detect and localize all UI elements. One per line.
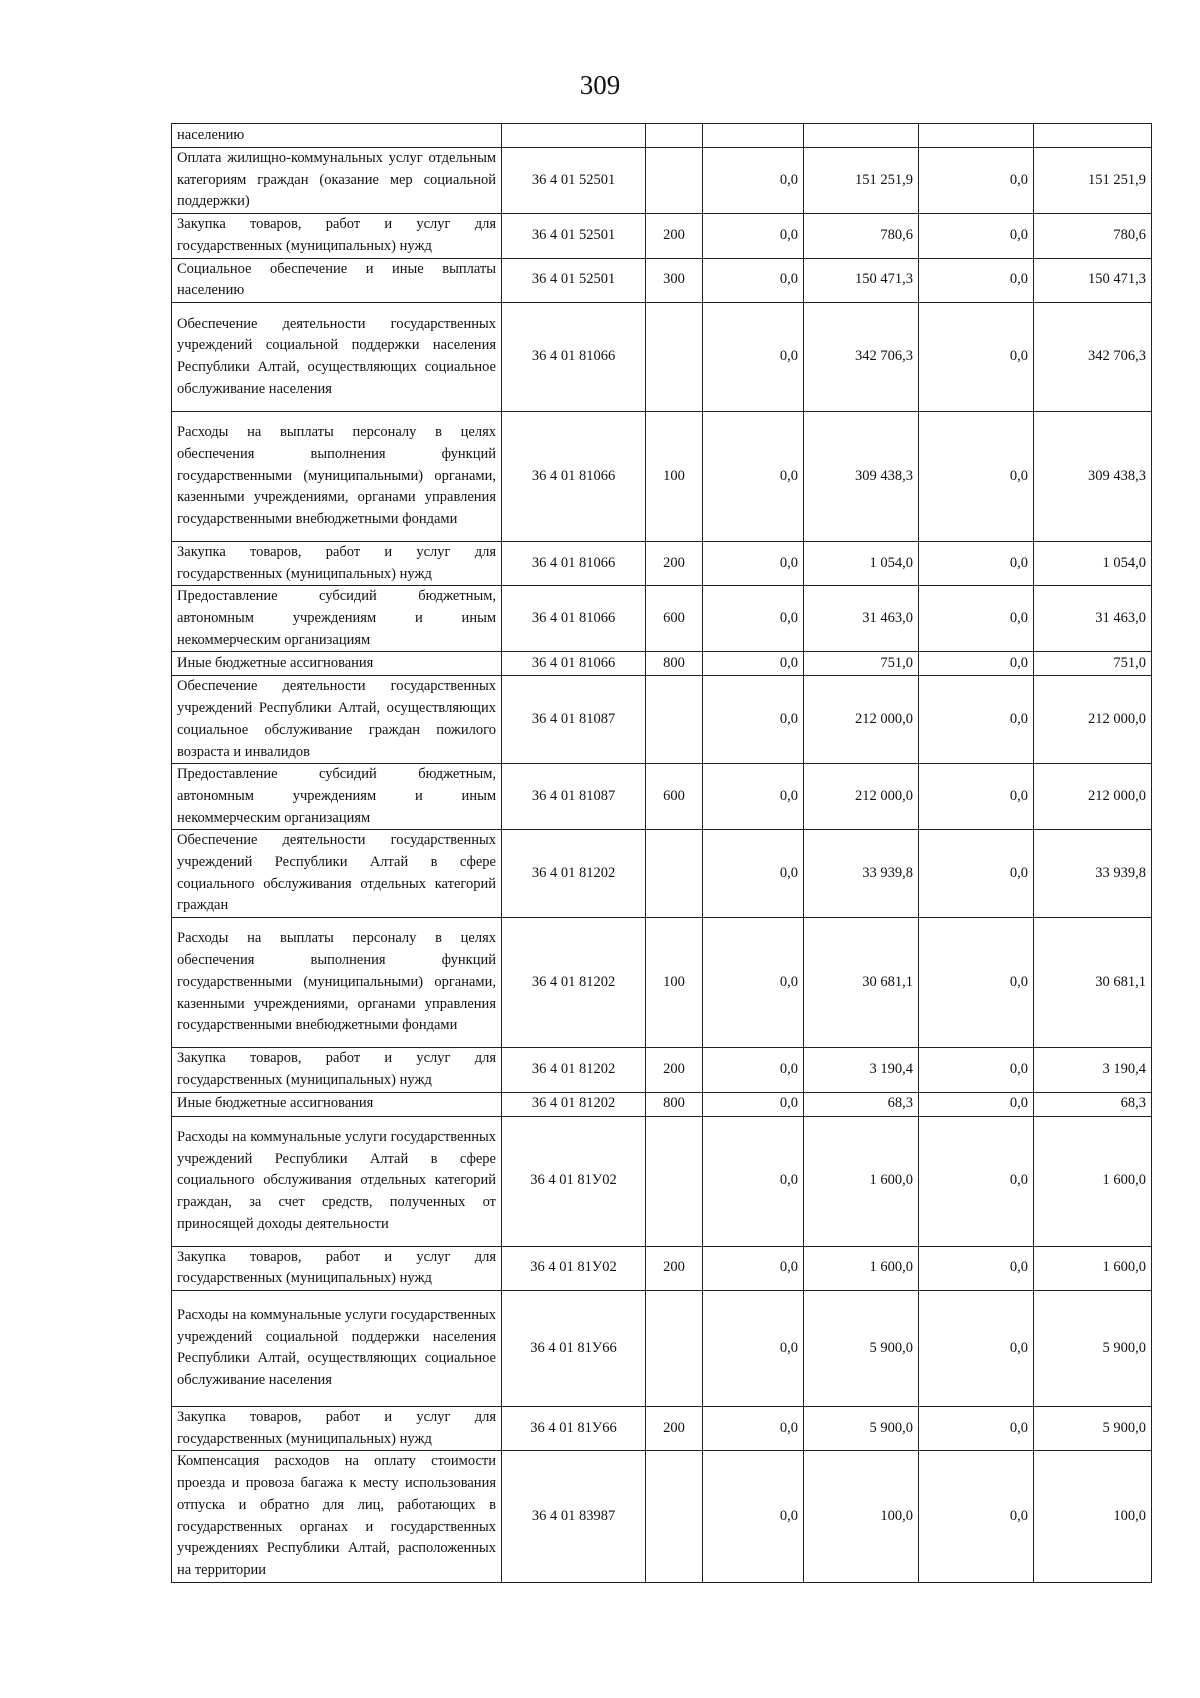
row-amount-3: 0,0 [919,214,1034,258]
row-amount-4: 309 438,3 [1034,411,1152,541]
row-description: Закупка товаров, работ и услуг для государственных (муниципальных) нужд [172,1246,502,1290]
table-row [172,1246,1152,1290]
row-description: Предоставление субсидий бюджетным, автономным учреждениям и иным некоммерческим организациям [172,764,502,830]
row-amount-3: 0,0 [919,1451,1034,1582]
row-amount-3: 0,0 [919,830,1034,918]
row-description: Расходы на коммунальные услуги государственных учреждений социальной поддержки населения Республики Алтай, осуществляющих социальное обслуживание населения [172,1290,502,1406]
row-description: Обеспечение деятельности государственных учреждений социальной поддержки населения Республики Алтай, осуществляющих социальное обслуживание населения [172,302,502,411]
row-amount-1: 0,0 [703,302,804,411]
row-amount-1: 0,0 [703,258,804,302]
table-row [172,148,1152,214]
row-description: Иные бюджетные ассигнования [172,652,502,676]
row-target-code: 36 4 01 81066 [502,302,646,411]
row-amount-1: 0,0 [703,1048,804,1092]
row-amount-2: 309 438,3 [804,411,919,541]
row-description: Иные бюджетные ассигнования [172,1092,502,1116]
row-target-code: 36 4 01 81У02 [502,1246,646,1290]
table-row [172,586,1152,652]
row-expense-type [646,1451,703,1582]
row-description: Закупка товаров, работ и услуг для государственных (муниципальных) нужд [172,1406,502,1450]
row-amount-2: 1 600,0 [804,1246,919,1290]
row-target-code: 36 4 01 52501 [502,214,646,258]
row-amount-2: 3 190,4 [804,1048,919,1092]
row-expense-type: 200 [646,1048,703,1092]
table-row [172,764,1152,830]
row-amount-1: 0,0 [703,676,804,764]
row-expense-type: 600 [646,586,703,652]
table-row [172,411,1152,541]
row-expense-type: 800 [646,1092,703,1116]
row-amount-4: 5 900,0 [1034,1290,1152,1406]
row-amount-2: 751,0 [804,652,919,676]
table-row [172,918,1152,1048]
row-description: Расходы на коммунальные услуги государственных учреждений Республики Алтай в сфере социального обслуживания отдельных категорий граждан, за счет средств, полученных от приносящей доходы деятельности [172,1116,502,1246]
row-amount-3: 0,0 [919,1048,1034,1092]
row-amount-3: 0,0 [919,1092,1034,1116]
row-expense-type [646,1116,703,1246]
row-amount-2: 33 939,8 [804,830,919,918]
row-amount-3: 0,0 [919,1406,1034,1450]
row-expense-type [646,302,703,411]
row-amount-4: 68,3 [1034,1092,1152,1116]
row-amount-4: 780,6 [1034,214,1152,258]
row-target-code: 36 4 01 81087 [502,676,646,764]
row-amount-1: 0,0 [703,918,804,1048]
table-row [172,1116,1152,1246]
row-amount-1: 0,0 [703,1246,804,1290]
row-expense-type: 200 [646,1246,703,1290]
table-row [172,1048,1152,1092]
row-target-code: 36 4 01 81У66 [502,1406,646,1450]
row-amount-2: 5 900,0 [804,1290,919,1406]
row-description: Социальное обеспечение и иные выплаты населению [172,258,502,302]
row-amount-4: 5 900,0 [1034,1406,1152,1450]
row-description: Оплата жилищно-коммунальных услуг отдельным категориям граждан (оказание мер социальной поддержки) [172,148,502,214]
row-description: Расходы на выплаты персоналу в целях обеспечения выполнения функций государственными (муниципальными) органами, казенными учреждениями, органами управления государственными внебюджетными фондами [172,411,502,541]
row-amount-3: 0,0 [919,918,1034,1048]
row-amount-2: 780,6 [804,214,919,258]
row-amount-3: 0,0 [919,1246,1034,1290]
row-amount-3: 0,0 [919,1116,1034,1246]
row-amount-3: 0,0 [919,676,1034,764]
row-amount-4: 1 600,0 [1034,1246,1152,1290]
row-expense-type: 200 [646,541,703,585]
row-description: Предоставление субсидий бюджетным, автономным учреждениям и иным некоммерческим организациям [172,586,502,652]
row-target-code: 36 4 01 81202 [502,1048,646,1092]
row-expense-type [646,1290,703,1406]
row-expense-type: 100 [646,918,703,1048]
row-amount-3: 0,0 [919,302,1034,411]
row-target-code: 36 4 01 52501 [502,148,646,214]
row-description: Закупка товаров, работ и услуг для государственных (муниципальных) нужд [172,1048,502,1092]
row-amount-3: 0,0 [919,148,1034,214]
row-amount-4: 342 706,3 [1034,302,1152,411]
table-row [172,214,1152,258]
row-description: населению [172,124,502,148]
row-amount-2: 342 706,3 [804,302,919,411]
row-description: Закупка товаров, работ и услуг для государственных (муниципальных) нужд [172,541,502,585]
row-target-code: 36 4 01 81У66 [502,1290,646,1406]
table-row [172,830,1152,918]
row-amount-1: 0,0 [703,586,804,652]
row-amount-4: 3 190,4 [1034,1048,1152,1092]
row-target-code: 36 4 01 81У02 [502,1116,646,1246]
row-expense-type: 800 [646,652,703,676]
row-target-code: 36 4 01 81202 [502,1092,646,1116]
row-amount-2: 100,0 [804,1451,919,1582]
row-amount-2: 1 600,0 [804,1116,919,1246]
row-expense-type [646,124,703,148]
table-row [172,302,1152,411]
row-amount-1: 0,0 [703,214,804,258]
row-amount-4: 1 600,0 [1034,1116,1152,1246]
row-description: Расходы на выплаты персоналу в целях обеспечения выполнения функций государственными (муниципальными) органами, казенными учреждениями, органами управления государственными внебюджетными фондами [172,918,502,1048]
row-amount-3: 0,0 [919,411,1034,541]
row-expense-type: 100 [646,411,703,541]
row-amount-4: 33 939,8 [1034,830,1152,918]
row-target-code: 36 4 01 81202 [502,830,646,918]
row-target-code: 36 4 01 83987 [502,1451,646,1582]
table-row [172,1451,1152,1582]
row-amount-1: 0,0 [703,1290,804,1406]
budget-table-body [172,124,1152,1583]
page-number: 309 [579,70,621,100]
row-amount-1: 0,0 [703,830,804,918]
row-amount-2: 31 463,0 [804,586,919,652]
row-amount-4: 30 681,1 [1034,918,1152,1048]
row-amount-3: 0,0 [919,652,1034,676]
table-row [172,1290,1152,1406]
row-target-code: 36 4 01 81066 [502,586,646,652]
row-amount-2: 30 681,1 [804,918,919,1048]
row-amount-2: 1 054,0 [804,541,919,585]
row-amount-1: 0,0 [703,541,804,585]
row-amount-4: 150 471,3 [1034,258,1152,302]
row-amount-2: 212 000,0 [804,764,919,830]
table-row [172,541,1152,585]
row-expense-type: 200 [646,1406,703,1450]
row-amount-1: 0,0 [703,652,804,676]
row-amount-2: 5 900,0 [804,1406,919,1450]
row-amount-1: 0,0 [703,1406,804,1450]
row-expense-type: 300 [646,258,703,302]
row-target-code: 36 4 01 81087 [502,764,646,830]
row-target-code: 36 4 01 52501 [502,258,646,302]
table-row [172,1406,1152,1450]
budget-table [171,123,1152,1583]
row-amount-3: 0,0 [919,586,1034,652]
row-amount-2: 151 251,9 [804,148,919,214]
table-row [172,652,1152,676]
table-row [172,676,1152,764]
row-amount-2: 150 471,3 [804,258,919,302]
row-amount-4: 1 054,0 [1034,541,1152,585]
row-expense-type: 600 [646,764,703,830]
row-amount-1: 0,0 [703,1092,804,1116]
table-row [172,124,1152,148]
row-target-code: 36 4 01 81066 [502,652,646,676]
row-description: Компенсация расходов на оплату стоимости проезда и провоза багажа к месту использования отпуска и обратно для лиц, работающих в государственных органах и государственных учреждениях Республики Алтай, расположенных на территории [172,1451,502,1582]
row-amount-3 [919,124,1034,148]
row-amount-3: 0,0 [919,258,1034,302]
table-row [172,1092,1152,1116]
row-amount-4: 212 000,0 [1034,764,1152,830]
table-row [172,258,1152,302]
row-amount-1: 0,0 [703,764,804,830]
row-amount-2 [804,124,919,148]
row-amount-1: 0,0 [703,1116,804,1246]
row-expense-type [646,676,703,764]
row-expense-type [646,830,703,918]
row-target-code: 36 4 01 81066 [502,541,646,585]
row-amount-1: 0,0 [703,148,804,214]
row-amount-1: 0,0 [703,1451,804,1582]
row-description: Закупка товаров, работ и услуг для государственных (муниципальных) нужд [172,214,502,258]
row-amount-4: 151 251,9 [1034,148,1152,214]
row-amount-4: 751,0 [1034,652,1152,676]
row-amount-3: 0,0 [919,1290,1034,1406]
row-amount-3: 0,0 [919,764,1034,830]
row-target-code: 36 4 01 81202 [502,918,646,1048]
row-amount-4: 100,0 [1034,1451,1152,1582]
row-amount-1: 0,0 [703,411,804,541]
row-expense-type [646,148,703,214]
row-amount-1 [703,124,804,148]
row-target-code: 36 4 01 81066 [502,411,646,541]
row-amount-2: 212 000,0 [804,676,919,764]
row-description: Обеспечение деятельности государственных учреждений Республики Алтай в сфере социального обслуживания отдельных категорий граждан [172,830,502,918]
row-amount-4: 212 000,0 [1034,676,1152,764]
row-amount-2: 68,3 [804,1092,919,1116]
row-amount-3: 0,0 [919,541,1034,585]
row-amount-4 [1034,124,1152,148]
row-amount-4: 31 463,0 [1034,586,1152,652]
row-expense-type: 200 [646,214,703,258]
row-target-code [502,124,646,148]
row-description: Обеспечение деятельности государственных учреждений Республики Алтай, осуществляющих социальное обслуживание граждан пожилого возраста и инвалидов [172,676,502,764]
